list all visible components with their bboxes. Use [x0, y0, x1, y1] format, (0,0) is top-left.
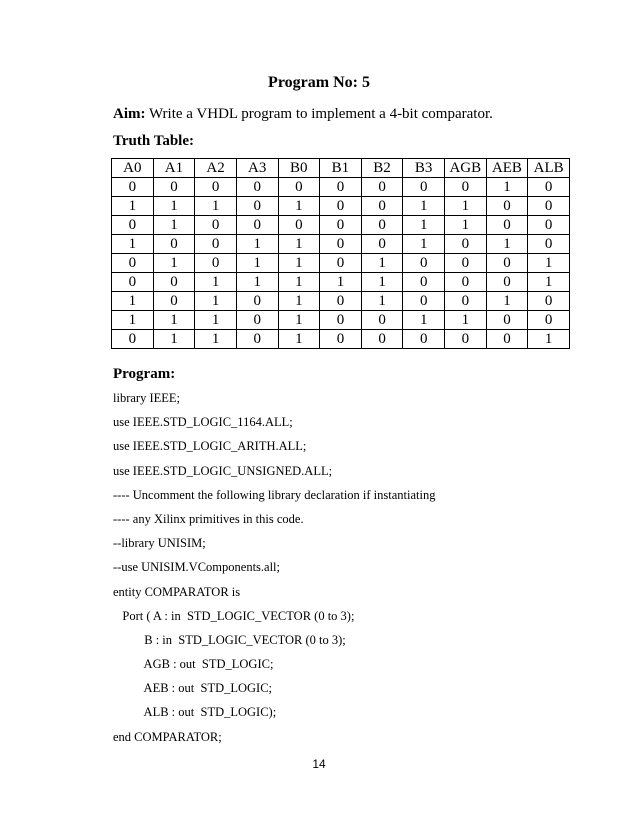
table-cell: 0: [278, 178, 320, 197]
table-cell: 0: [403, 254, 445, 273]
table-cell: 0: [320, 254, 362, 273]
code-listing: [113, 391, 435, 754]
code-line: ---- Uncomment the following library declaration if instantiating: [113, 487, 436, 502]
table-cell: 0: [320, 311, 362, 330]
page-title: Program No: 5: [268, 74, 370, 91]
table-cell: 0: [195, 216, 237, 235]
table-cell: 1: [153, 216, 195, 235]
table-row: [112, 273, 570, 292]
table-cell: 1: [236, 254, 278, 273]
truth-table-header-row: [112, 159, 570, 178]
code-line: use IEEE.STD_LOGIC_ARITH.ALL;: [113, 439, 307, 454]
table-cell: 1: [112, 197, 154, 216]
table-row: [112, 178, 570, 197]
table-cell: 0: [236, 292, 278, 311]
table-cell: 1: [112, 292, 154, 311]
table-header-cell: AGB: [445, 159, 487, 178]
table-cell: 0: [236, 178, 278, 197]
truth-table: [111, 158, 570, 349]
table-cell: 1: [486, 178, 528, 197]
table-cell: 0: [528, 235, 570, 254]
table-cell: 0: [361, 330, 403, 349]
table-cell: 1: [361, 292, 403, 311]
table-cell: 0: [236, 216, 278, 235]
table-cell: 0: [320, 216, 362, 235]
table-cell: 0: [195, 235, 237, 254]
table-row: [112, 235, 570, 254]
table-cell: 1: [320, 273, 362, 292]
table-cell: 1: [445, 197, 487, 216]
table-cell: 0: [320, 235, 362, 254]
table-cell: 0: [445, 254, 487, 273]
table-cell: 0: [320, 330, 362, 349]
table-cell: 0: [528, 178, 570, 197]
table-cell: 1: [153, 330, 195, 349]
code-line: library IEEE;: [113, 391, 180, 405]
table-cell: 1: [445, 216, 487, 235]
truth-table-label: Truth Table:: [113, 133, 194, 149]
code-line: use IEEE.STD_LOGIC_UNSIGNED.ALL;: [113, 463, 333, 478]
table-cell: 0: [528, 292, 570, 311]
code-line: B : in STD_LOGIC_VECTOR (0 to 3);: [113, 632, 346, 647]
table-cell: 0: [112, 254, 154, 273]
table-cell: 0: [236, 330, 278, 349]
table-cell: 0: [486, 254, 528, 273]
table-cell: 0: [320, 197, 362, 216]
table-cell: 1: [195, 273, 237, 292]
table-cell: 0: [528, 216, 570, 235]
table-cell: 0: [403, 273, 445, 292]
table-cell: 0: [236, 311, 278, 330]
table-row: [112, 216, 570, 235]
table-cell: 0: [361, 178, 403, 197]
table-cell: 1: [195, 197, 237, 216]
table-cell: 1: [278, 311, 320, 330]
table-cell: 0: [486, 216, 528, 235]
table-header-cell: B2: [361, 159, 403, 178]
table-header-cell: A0: [112, 159, 154, 178]
table-cell: 0: [112, 178, 154, 197]
table-cell: 0: [445, 178, 487, 197]
table-row: [112, 292, 570, 311]
table-cell: 1: [112, 235, 154, 254]
aim-paragraph: [113, 106, 493, 123]
table-cell: 0: [112, 273, 154, 292]
code-line: entity COMPARATOR is: [113, 584, 241, 599]
table-cell: 0: [486, 311, 528, 330]
table-cell: 0: [361, 197, 403, 216]
table-cell: 0: [486, 330, 528, 349]
table-cell: 0: [403, 178, 445, 197]
table-cell: 1: [361, 273, 403, 292]
table-cell: 1: [153, 254, 195, 273]
table-header-cell: B3: [403, 159, 445, 178]
table-cell: 0: [236, 197, 278, 216]
code-line: --library UNISIM;: [113, 536, 206, 551]
table-cell: 1: [195, 292, 237, 311]
table-cell: 0: [445, 292, 487, 311]
table-cell: 1: [528, 330, 570, 349]
table-header-cell: A1: [153, 159, 195, 178]
table-cell: 1: [403, 197, 445, 216]
table-cell: 1: [278, 273, 320, 292]
table-row: [112, 254, 570, 273]
table-cell: 1: [361, 254, 403, 273]
table-cell: 0: [361, 216, 403, 235]
table-cell: 0: [445, 330, 487, 349]
table-row: [112, 311, 570, 330]
table-cell: 0: [278, 216, 320, 235]
table-cell: 1: [112, 311, 154, 330]
table-cell: 0: [320, 178, 362, 197]
code-line: Port ( A : in STD_LOGIC_VECTOR (0 to 3);: [113, 608, 355, 623]
table-cell: 0: [153, 292, 195, 311]
code-line: ALB : out STD_LOGIC);: [113, 705, 277, 720]
table-cell: 0: [403, 330, 445, 349]
table-cell: 1: [403, 311, 445, 330]
aim-label: Aim:: [113, 106, 146, 122]
table-cell: 0: [195, 178, 237, 197]
table-row: [112, 330, 570, 349]
table-cell: 1: [486, 235, 528, 254]
table-cell: 1: [278, 197, 320, 216]
table-cell: 0: [153, 178, 195, 197]
table-cell: 1: [403, 235, 445, 254]
table-cell: 0: [445, 273, 487, 292]
table-cell: 1: [528, 273, 570, 292]
table-cell: 1: [195, 311, 237, 330]
table-cell: 1: [236, 235, 278, 254]
table-cell: 0: [403, 292, 445, 311]
table-cell: 0: [112, 216, 154, 235]
table-cell: 1: [236, 273, 278, 292]
table-cell: 1: [153, 197, 195, 216]
table-cell: 0: [153, 273, 195, 292]
table-cell: 0: [486, 197, 528, 216]
table-cell: 0: [528, 197, 570, 216]
table-cell: 0: [153, 235, 195, 254]
program-label: Program:: [113, 366, 176, 382]
code-line: end COMPARATOR;: [113, 729, 222, 744]
table-cell: 0: [528, 311, 570, 330]
code-line: AEB : out STD_LOGIC;: [113, 681, 273, 696]
table-header-cell: ALB: [528, 159, 570, 178]
table-header-cell: AEB: [486, 159, 528, 178]
table-cell: 1: [528, 254, 570, 273]
table-cell: 1: [195, 330, 237, 349]
code-line: ---- any Xilinx primitives in this code.: [113, 511, 304, 526]
table-header-cell: A2: [195, 159, 237, 178]
table-cell: 1: [486, 292, 528, 311]
table-row: [112, 197, 570, 216]
aim-text: Write a VHDL program to implement a 4-bit comparator.: [148, 106, 493, 122]
table-cell: 0: [361, 235, 403, 254]
table-cell: 1: [278, 330, 320, 349]
code-line: use IEEE.STD_LOGIC_1164.ALL;: [113, 415, 293, 430]
table-cell: 0: [361, 311, 403, 330]
table-cell: 1: [278, 254, 320, 273]
table-cell: 0: [195, 254, 237, 273]
code-line: --use UNISIM.VComponents.all;: [113, 560, 280, 575]
table-cell: 1: [278, 235, 320, 254]
table-header-cell: B0: [278, 159, 320, 178]
table-header-cell: B1: [320, 159, 362, 178]
code-line: AGB : out STD_LOGIC;: [113, 657, 274, 672]
table-cell: 0: [486, 273, 528, 292]
page-number: 14: [312, 757, 326, 771]
table-cell: 0: [320, 292, 362, 311]
table-cell: 1: [153, 311, 195, 330]
truth-table-body: [112, 178, 570, 349]
table-header-cell: A3: [236, 159, 278, 178]
table-cell: 0: [445, 235, 487, 254]
table-cell: 0: [112, 330, 154, 349]
table-cell: 1: [403, 216, 445, 235]
table-cell: 1: [278, 292, 320, 311]
table-cell: 1: [445, 311, 487, 330]
